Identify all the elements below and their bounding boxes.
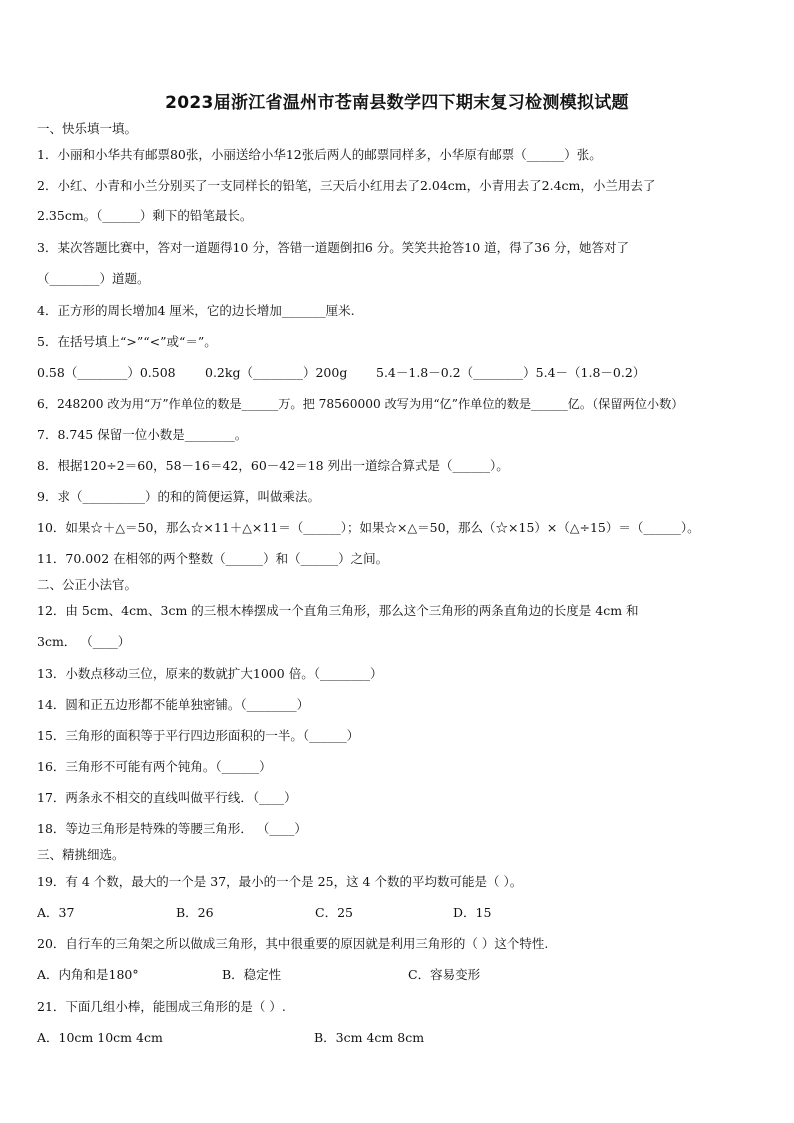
question-15: 15．三角形的面积等于平行四边形面积的一半。（______）: [37, 728, 360, 743]
question-5-item-c: 5.4－1.8－0.2（________）5.4－（1.8－0.2）: [376, 365, 646, 380]
question-5: 5．在括号填上“>”“<”或“＝”。: [37, 334, 217, 349]
section-heading-2: 二、公正小法官。: [37, 577, 138, 592]
question-9: 9．求（__________）的和的简便运算，叫做乘法。: [37, 489, 320, 504]
question-10: 10．如果☆＋△＝50，那么☆×11＋△×11＝（______）；如果☆×△＝50，那么（☆×15）×（△÷15）＝（______）。: [37, 520, 700, 535]
question-18: 18．等边三角形是特殊的等腰三角形． （____）: [37, 821, 307, 836]
question-16: 16．三角形不可能有两个钝角。（______）: [37, 759, 272, 774]
question-8: 8．根据120÷2＝60，58－16＝42，60－42＝18 列出一道综合算式是（______）。: [37, 458, 509, 473]
question-19-option-b: B．26: [176, 905, 214, 920]
question-17: 17．两条永不相交的直线叫做平行线．（____）: [37, 790, 297, 805]
question-5-item-b: 0.2kg（________）200g: [205, 365, 348, 380]
question-2-line-1: 2．小红、小青和小兰分别买了一支同样长的铅笔，三天后小红用去了2.04cm，小青用去了2.4cm，小兰用去了: [37, 178, 656, 193]
question-19-option-a: A．37: [37, 905, 75, 920]
question-21: 21．下面几组小棒，能围成三角形的是（ ）.: [37, 999, 286, 1014]
question-7: 7．8.745 保留一位小数是________。: [37, 427, 248, 442]
page-title: 2023届浙江省温州市苍南县数学四下期末复习检测模拟试题: [165, 93, 629, 113]
question-6: 6．248200 改为用“万”作单位的数是______万。把 78560000 改写为用“亿”作单位的数是______亿。（保留两位小数）: [37, 397, 684, 411]
question-19-option-c: C．25: [315, 905, 353, 920]
question-21-option-b: B．3cm 4cm 8cm: [314, 1030, 425, 1045]
question-19-option-d: D．15: [453, 905, 492, 920]
question-1: 1．小丽和小华共有邮票80张，小丽送给小华12张后两人的邮票同样多，小华原有邮票（______）张。: [37, 147, 602, 162]
section-heading-3: 三、精挑细选。: [37, 847, 125, 862]
question-20-option-c: C．容易变形: [408, 967, 481, 982]
section-heading-1: 一、快乐填一填。: [37, 121, 138, 136]
question-21-option-a: A．10cm 10cm 4cm: [37, 1030, 163, 1045]
question-19: 19．有 4 个数，最大的一个是 37，最小的一个是 25，这 4 个数的平均数可能是（ ）。: [37, 874, 523, 889]
question-12-line-2: 3cm． （____）: [37, 634, 131, 649]
question-2-line-2: 2.35cm。（______）剩下的铅笔最长。: [37, 208, 253, 223]
question-20: 20．自行车的三角架之所以做成三角形，其中很重要的原因就是利用三角形的（ ）这个特性.: [37, 936, 549, 951]
question-5-item-a: 0.58（________）0.508: [37, 365, 176, 380]
question-12-line-1: 12．由 5cm、4cm、3cm 的三根木棒摆成一个直角三角形，那么这个三角形的两条直角边的长度是 4cm 和: [37, 603, 639, 618]
question-20-option-a: A．内角和是180°: [37, 967, 139, 982]
question-3-line-1: 3．某次答题比赛中，答对一道题得10 分，答错一道题倒扣6 分。笑笑共抢答10 道，得了36 分，她答对了: [37, 240, 630, 255]
question-3-line-2: （________）道题。: [37, 271, 150, 286]
question-11: 11．70.002 在相邻的两个整数（______）和（______）之间。: [37, 551, 389, 566]
question-14: 14．圆和正五边形都不能单独密铺。（________）: [37, 697, 310, 712]
question-13: 13．小数点移动三位，原来的数就扩大1000 倍。（________）: [37, 666, 383, 681]
question-4: 4．正方形的周长增加4 厘米，它的边长增加_______厘米.: [37, 303, 355, 318]
question-20-option-b: B．稳定性: [222, 967, 282, 982]
